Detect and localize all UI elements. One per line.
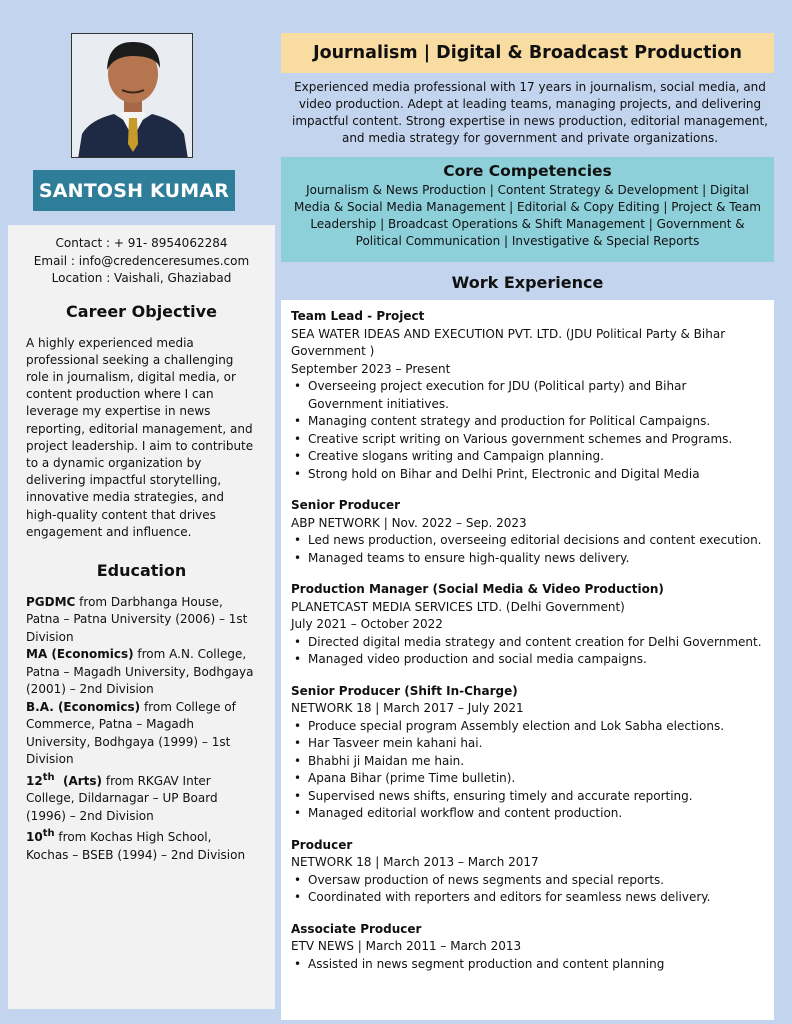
headline-banner: Journalism | Digital & Broadcast Production [281,33,774,73]
career-objective-heading: Career Objective [66,301,217,321]
job-bullet: • Managed video production and social media campaigns. [291,651,764,669]
job-period: September 2023 – Present [291,361,451,376]
job-title: Senior Producer [291,498,401,512]
profile-summary: Experienced media professional with 17 years in journalism, social media, and video production. Adept at leading teams, managing projects, and delivering impactful content. Strong expertise in news production, editorial management, and media strategy for government and private organizations. [292,80,768,145]
job-period: July 2021 – October 2022 [291,617,443,631]
education-item: B.A. (Economics) from College of Commerce, Patna – Magadh University, Bodhgaya (1999) – 1st Division [26,699,236,767]
job-title: Production Manager (Social Media & Video Production) [291,582,664,596]
contact-phone: Contact : + 91- 8954062284 [55,236,228,250]
job-title: Producer [291,837,353,852]
education-item: PGDMC from Darbhanga House, Patna – Patna University (2006) – 1st Division [26,594,248,644]
job-company: SEA WATER IDEAS AND EXECUTION PVT. LTD. (JDU Political Party & Bihar Government ) [291,326,726,358]
job-bullet: • Managing content strategy and production for Political Campaigns. [291,413,764,431]
job-bullet: • Strong hold on Bihar and Delhi Print, Electronic and Digital Media [291,466,764,484]
job-bullets [291,872,764,907]
job-bullets [291,634,764,669]
job-bullet: • Har Tasveer mein kahani hai. [291,735,764,753]
job-entry [291,308,764,483]
candidate-name: SANTOSH KUMAR [33,170,235,211]
education-list [26,594,257,865]
work-experience-panel [281,300,774,1020]
education-heading: Education [96,560,187,580]
job-entry [291,837,764,907]
job-title: Team Lead - Project [291,309,425,323]
job-bullet: • Creative slogans writing and Campaign planning. [291,448,764,466]
job-bullet: • Led news production, overseeing editorial decisions and content execution. [291,532,764,550]
job-entry [291,497,764,567]
job-title: Senior Producer (Shift In-Charge) [291,683,518,698]
job-bullet: • Creative script writing on Various government schemes and Programs. [291,431,764,449]
job-bullets [291,532,764,567]
job-bullet: • Directed digital media strategy and content creation for Delhi Government. [291,634,764,652]
work-experience-heading: Work Experience [451,273,604,292]
career-objective-text: A highly experienced media professional seeking a challenging role in journalism, digital media, or content production where I can leverage my expertise in news reporting, editorial management, and project leadership. I aim to contribute to a dynamic organization by delivering impactful storytelling, innovative media strategies, and high-quality content that drives engagement and influence. [26,335,254,539]
job-bullet: • Managed teams to ensure high-quality news delivery. [291,550,764,568]
left-sidebar [8,225,275,1009]
job-company: NETWORK 18 | March 2017 – July 2021 [291,701,524,715]
job-bullet: • Apana Bihar (prime Time bulletin). [291,770,764,788]
education-item: MA (Economics) from A.N. College, Patna – Magadh University, Bodhgaya (2001) – 2nd Division [26,647,254,697]
education-item: 10th from Kochas High School, Kochas – BSEB (1994) – 2nd Division [26,828,246,862]
core-competencies-box [281,157,774,262]
job-bullet: • Oversaw production of news segments and special reports. [291,872,764,890]
job-entry [291,683,764,823]
job-bullet: • Overseeing project execution for JDU (Political party) and Bihar Government initiatives. [291,378,764,413]
job-entry [291,581,764,669]
profile-photo [71,33,193,158]
education-item: 12th (Arts) from RKGAV Inter College, Dildarnagar – UP Board (1996) – 2nd Division [26,771,218,823]
job-bullet: • Produce special program Assembly election and Lok Sabha elections. [291,718,764,736]
job-bullet: • Coordinated with reporters and editors for seamless news delivery. [291,889,764,907]
contact-location: Location : Vaishali, Ghaziabad [51,271,232,285]
core-competencies-heading: Core Competencies [443,162,612,180]
job-entry [291,921,764,974]
job-company: NETWORK 18 | March 2013 – March 2017 [291,855,539,869]
job-bullets [291,956,764,974]
job-bullet: • Bhabhi ji Maidan me hain. [291,753,764,771]
job-bullets [291,718,764,823]
job-title: Associate Producer [291,921,422,936]
job-bullet: • Assisted in news segment production and content planning [291,956,764,974]
core-competencies-text: Journalism & News Production | Content Strategy & Development | Digital Media & Social Media Management | Editorial & Copy Editing | Project & Team Leadership | Broadcast Operations & Shift Management | Government & Political Communication | Investigative & Special Reports [294,183,761,248]
job-company: PLANETCAST MEDIA SERVICES LTD. (Delhi Government) [291,599,625,614]
job-bullets [291,378,764,483]
profile-photo-graphic [72,34,193,158]
contact-email: Email : info@credenceresumes.com [33,253,250,268]
job-company: ABP NETWORK | Nov. 2022 – Sep. 2023 [291,515,527,530]
job-bullet: • Managed editorial workflow and content production. [291,805,764,823]
contact-block [26,235,257,288]
job-bullet: • Supervised news shifts, ensuring timely and accurate reporting. [291,788,764,806]
job-company: ETV NEWS | March 2011 – March 2013 [291,939,522,953]
